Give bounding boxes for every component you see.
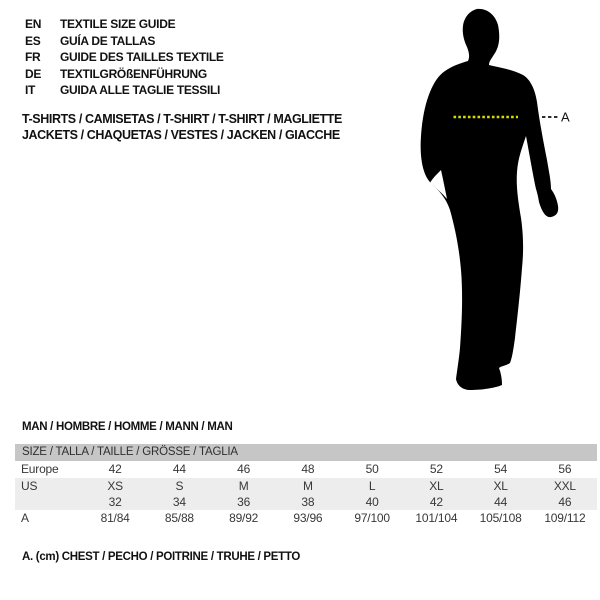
language-code: FR <box>25 50 41 64</box>
size-cell: 50 <box>365 462 379 476</box>
guide-title: GUIDE DES TAILLES TEXTILE <box>60 50 224 64</box>
row-label: US <box>21 479 38 493</box>
product-line-tshirts: T-SHIRTS / CAMISETAS / T-SHIRT / T-SHIRT / MAGLIETTE <box>22 112 342 126</box>
size-cell: 52 <box>429 462 443 476</box>
language-code: EN <box>25 17 42 31</box>
armpit-gap <box>430 170 447 199</box>
size-cell: 54 <box>494 462 508 476</box>
size-cell: 42 <box>429 495 443 509</box>
size-table-header: SIZE / TALLA / TAILLE / GRÖSSE / TAGLIA <box>15 444 597 461</box>
size-cell: M <box>302 479 313 493</box>
size-cell: 40 <box>365 495 379 509</box>
language-row-fr <box>25 49 224 66</box>
row-label: A <box>21 511 29 525</box>
language-code: IT <box>25 83 36 97</box>
language-row-es <box>25 33 224 50</box>
measure-label-a: A <box>561 109 570 125</box>
table-row-chest-a <box>15 510 597 527</box>
size-cell: 105/108 <box>479 511 522 525</box>
size-cell: 44 <box>172 462 186 476</box>
size-cell: XXL <box>553 479 576 493</box>
guide-title: TEXTILGRÖßENFÜHRUNG <box>60 66 207 81</box>
size-cell: 97/100 <box>354 511 390 525</box>
size-cell: 38 <box>301 495 315 509</box>
size-cell: 93/96 <box>293 511 323 525</box>
table-row-unlabeled <box>15 494 597 510</box>
size-cell: 32 <box>108 495 122 509</box>
size-cell: XS <box>107 479 123 493</box>
table-row-europe <box>15 461 597 478</box>
size-cell: 109/112 <box>544 511 586 525</box>
product-categories <box>22 112 342 143</box>
size-cell: 48 <box>301 462 315 476</box>
size-cell: 42 <box>108 462 122 476</box>
size-cell: XL <box>429 479 444 493</box>
size-cell: 81/84 <box>100 511 130 525</box>
size-cell: XL <box>493 479 508 493</box>
size-cell: 89/92 <box>229 511 259 525</box>
size-table <box>15 444 597 527</box>
size-cell: S <box>175 479 184 493</box>
language-row-de <box>25 66 224 83</box>
man-silhouette <box>421 9 559 390</box>
guide-title: TEXTILE SIZE GUIDE <box>60 17 176 31</box>
row-label: Europe <box>21 462 59 476</box>
language-row-it <box>25 82 224 99</box>
language-code: ES <box>25 33 41 48</box>
table-row-us <box>15 478 597 494</box>
language-title-list <box>25 16 224 99</box>
size-cell: 36 <box>237 495 251 509</box>
size-cell: M <box>238 479 249 493</box>
guide-title: GUÍA DE TALLAS <box>60 33 156 48</box>
measurement-footnote: A. (cm) CHEST / PECHO / POITRINE / TRUHE / PETTO <box>22 551 301 563</box>
size-cell: 85/88 <box>164 511 194 525</box>
gender-section-title: MAN / HOMBRE / HOMME / MANN / MAN <box>22 421 233 433</box>
size-cell: 101/104 <box>415 511 458 525</box>
guide-title: GUIDA ALLE TAGLIE TESSILI <box>60 83 221 97</box>
size-cell: 34 <box>172 495 186 509</box>
size-cell: L <box>368 479 376 493</box>
size-cell: 46 <box>237 462 251 476</box>
product-line-jackets: JACKETS / CHAQUETAS / VESTES / JACKEN / GIACCHE <box>22 127 340 142</box>
size-cell: 44 <box>494 495 508 509</box>
size-cell: 56 <box>558 462 572 476</box>
row-label <box>15 494 83 510</box>
size-cell: 46 <box>558 495 572 509</box>
language-row-en <box>25 16 224 33</box>
language-code: DE <box>25 66 42 81</box>
